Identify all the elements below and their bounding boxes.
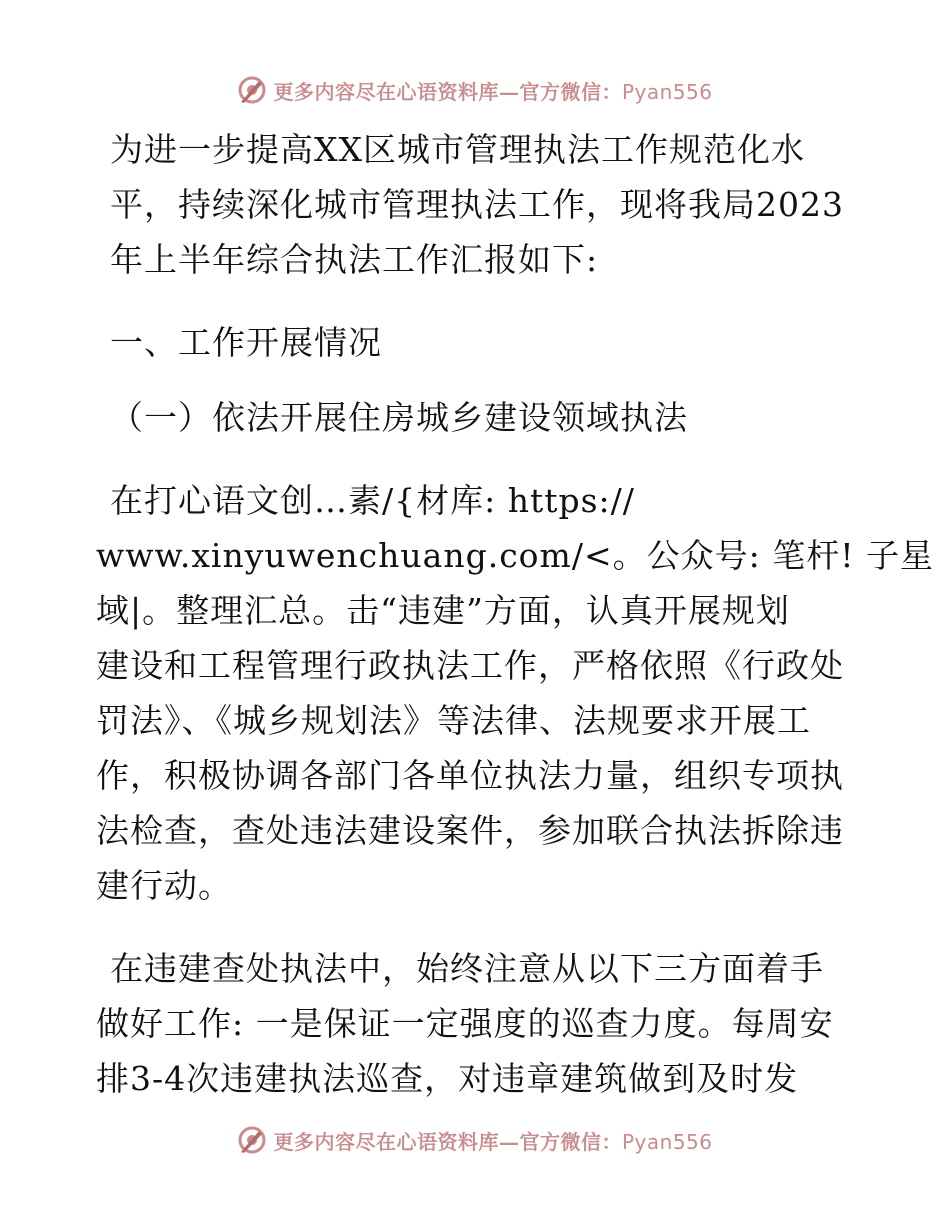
document-body — [96, 122, 934, 1106]
text-line: 在打心语文创…素/{材库: https:// — [110, 481, 635, 520]
text-line: 建设和工程管理行政执法工作，严格依照《行政处 — [96, 646, 844, 685]
subsection-heading: （一）依法开展住房城乡建设领域执法 — [110, 398, 688, 437]
watermark-footer — [0, 1120, 950, 1160]
watermark-header — [0, 70, 950, 110]
text-line: 作，积极协调各部门各单位执法力量，组织专项执 — [96, 756, 844, 795]
text-line: 排3-4次违建执法巡查，对违章建筑做到及时发 — [96, 1059, 799, 1098]
paragraph-1 — [96, 473, 934, 913]
text-line: www.xinyuwenchuang.com/<。公众号: 笔杆! 子星 — [96, 536, 934, 575]
text-line: 域|。整理汇总。击“违建”方面，认真开展规划 — [96, 591, 790, 630]
brush-logo-icon — [237, 75, 267, 105]
watermark-handle: Pyan556 — [621, 1129, 713, 1154]
text-line: 建行动。 — [96, 866, 232, 905]
text-line: 法检查，查处违法建设案件，参加联合执法拆除违 — [96, 811, 844, 850]
text-line: 平，持续深化城市管理执法工作，现将我局2023 — [110, 185, 844, 224]
text-line: 年上半年综合执法工作汇报如下: — [110, 240, 599, 279]
paragraph-2 — [96, 941, 856, 1106]
watermark-text: 更多内容尽在心语资料库—官方微信：Pyan556 — [273, 79, 713, 104]
text-line: 罚法》、《城乡规划法》等法律、法规要求开展工 — [96, 701, 811, 740]
watermark-text: 更多内容尽在心语资料库—官方微信：Pyan556 — [273, 1129, 713, 1154]
brush-logo-icon — [237, 1125, 267, 1155]
text-line: 做好工作: 一是保证一定强度的巡查力度。每周安 — [96, 1004, 834, 1043]
section-heading: 一、工作开展情况 — [110, 323, 382, 362]
text-line: 在违建查处执法中，始终注意从以下三方面着手 — [110, 949, 824, 988]
watermark-handle: Pyan556 — [621, 79, 713, 104]
text-line: 为进一步提高XX区城市管理执法工作规范化水 — [110, 130, 805, 169]
intro-paragraph — [96, 122, 856, 287]
